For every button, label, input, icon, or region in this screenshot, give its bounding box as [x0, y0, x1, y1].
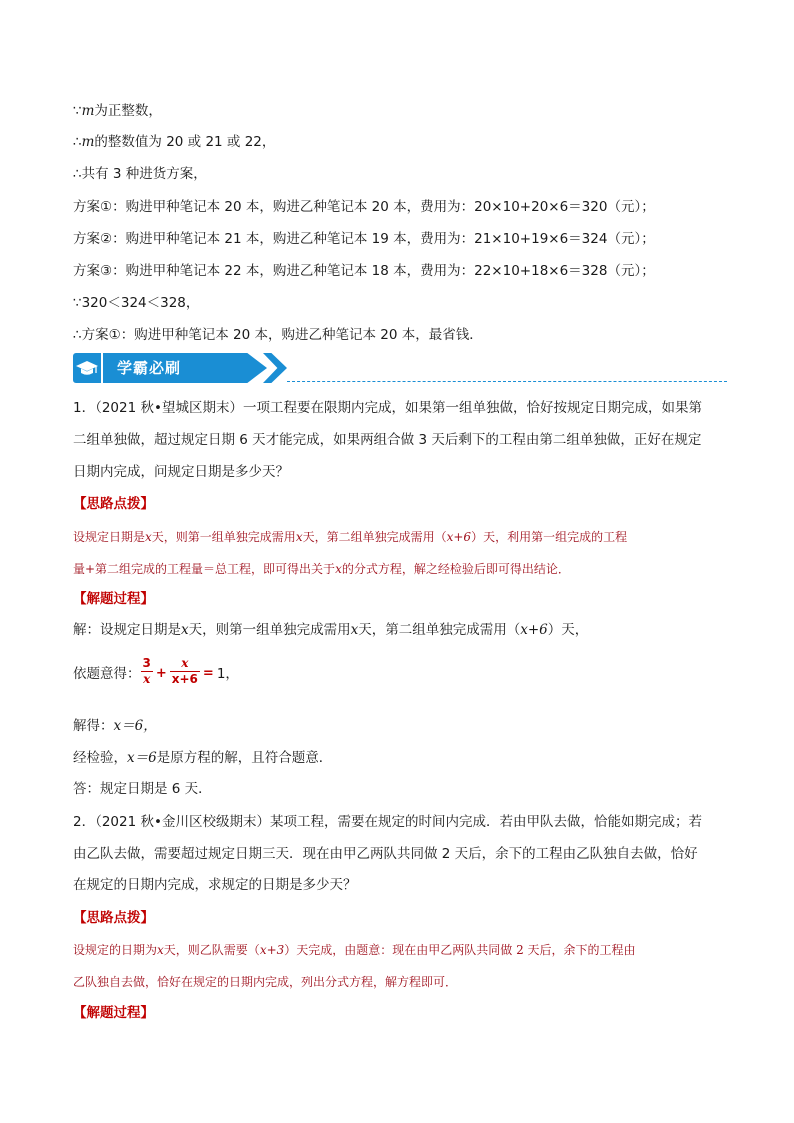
- text-line-compare: ∵320＜324＜328，: [73, 295, 200, 311]
- text-line-plan-3: 方案③：购进甲种笔记本 22 本，购进乙种笔记本 18 本，费用为：22×10+18×6＝328（元）；: [73, 263, 655, 279]
- q1-text-line-2: 二组单独做，超过规定日期 6 天才能完成，如果两组合做 3 天后剩下的工程由第二组单独做，正好在规定: [73, 432, 702, 448]
- q2-text-line-2: 由乙队去做，需要超过规定日期三天．现在由甲乙两队共同做 2 天后，余下的工程由乙队独自去做，恰好: [73, 846, 698, 862]
- q2-hint-label: 【思路点拨】: [73, 910, 154, 926]
- q2-hint-line-1: 设规定的日期为x天，则乙队需要（x+3）天完成，由题意：现在由甲乙两队共同做 2 天后，余下的工程由: [73, 943, 636, 957]
- section-banner: [73, 353, 723, 383]
- q1-process-label: 【解题过程】: [73, 591, 154, 607]
- fraction-3-over-x: $\frac{3}{x}$: [142, 656, 151, 686]
- fraction-x-over-x-plus-6: $\frac{x}{x+6}$: [171, 656, 198, 686]
- text-line-plan-2: 方案②：购进甲种笔记本 21 本，购进乙种笔记本 19 本，费用为：21×10+19×6＝324（元）；: [73, 231, 655, 247]
- q1-solution-line: 解：设规定日期是x天，则第一组单独完成需用x天，第二组单独完成需用（x+6）天，: [73, 622, 589, 638]
- q1-hint-line-2: 量+第二组完成的工程量＝总工程，即可得出关于x的分式方程，解之经检验后即可得出结论．: [73, 562, 570, 576]
- section-title: 学霸必刷: [117, 359, 182, 377]
- text-line-plan-1: 方案①：购进甲种笔记本 20 本，购进乙种笔记本 20 本，费用为：20×10+20×6＝320（元）；: [73, 199, 655, 215]
- q2-process-label: 【解题过程】: [73, 1005, 154, 1021]
- q1-hint-label: 【思路点拨】: [73, 496, 154, 512]
- q2-hint-line-2: 乙队独自去做，恰好在规定的日期内完成，列出分式方程，解方程即可．: [73, 975, 458, 989]
- q1-text-line-1: 1．（2021 秋•望城区期末）一项工程要在限期内完成，如果第一组单独做，恰好按规定日期完成，如果第: [73, 400, 702, 416]
- q2-text-line-3: 在规定的日期内完成，求规定的日期是多少天？: [73, 877, 357, 893]
- text-line-m-positive: ∵m为正整数，: [73, 103, 162, 119]
- q1-solve-line: 解得：x＝6，: [73, 718, 157, 734]
- graduation-cap-icon: [73, 353, 101, 383]
- text-line-conclusion: ∴方案①：购进甲种笔记本 20 本，购进乙种笔记本 20 本，最省钱．: [73, 327, 483, 343]
- q1-hint-line-1: 设规定日期是x天，则第一组单独完成需用x天，第二组单独完成需用（x+6）天，利用第一组完成的工程: [73, 530, 628, 544]
- q1-equation-line: 依题意得： $\frac{3}{x}$ + $\frac{x}{x+6}$ = 1，: [73, 656, 239, 686]
- text-line-plan-count: ∴共有 3 种进货方案，: [73, 166, 207, 182]
- q1-check-line: 经检验，x＝6是原方程的解，且符合题意．: [73, 750, 333, 766]
- text-line-m-values: ∴m的整数值为 20 或 21 或 22，: [73, 134, 276, 150]
- q1-text-line-3: 日期内完成，问规定日期是多少天？: [73, 464, 289, 480]
- q2-text-line-1: 2．（2021 秋•金川区校级期末）某项工程，需要在规定的时间内完成．若由甲队去做，恰能如期完成；若: [73, 814, 702, 830]
- q1-answer-line: 答：规定日期是 6 天．: [73, 781, 212, 797]
